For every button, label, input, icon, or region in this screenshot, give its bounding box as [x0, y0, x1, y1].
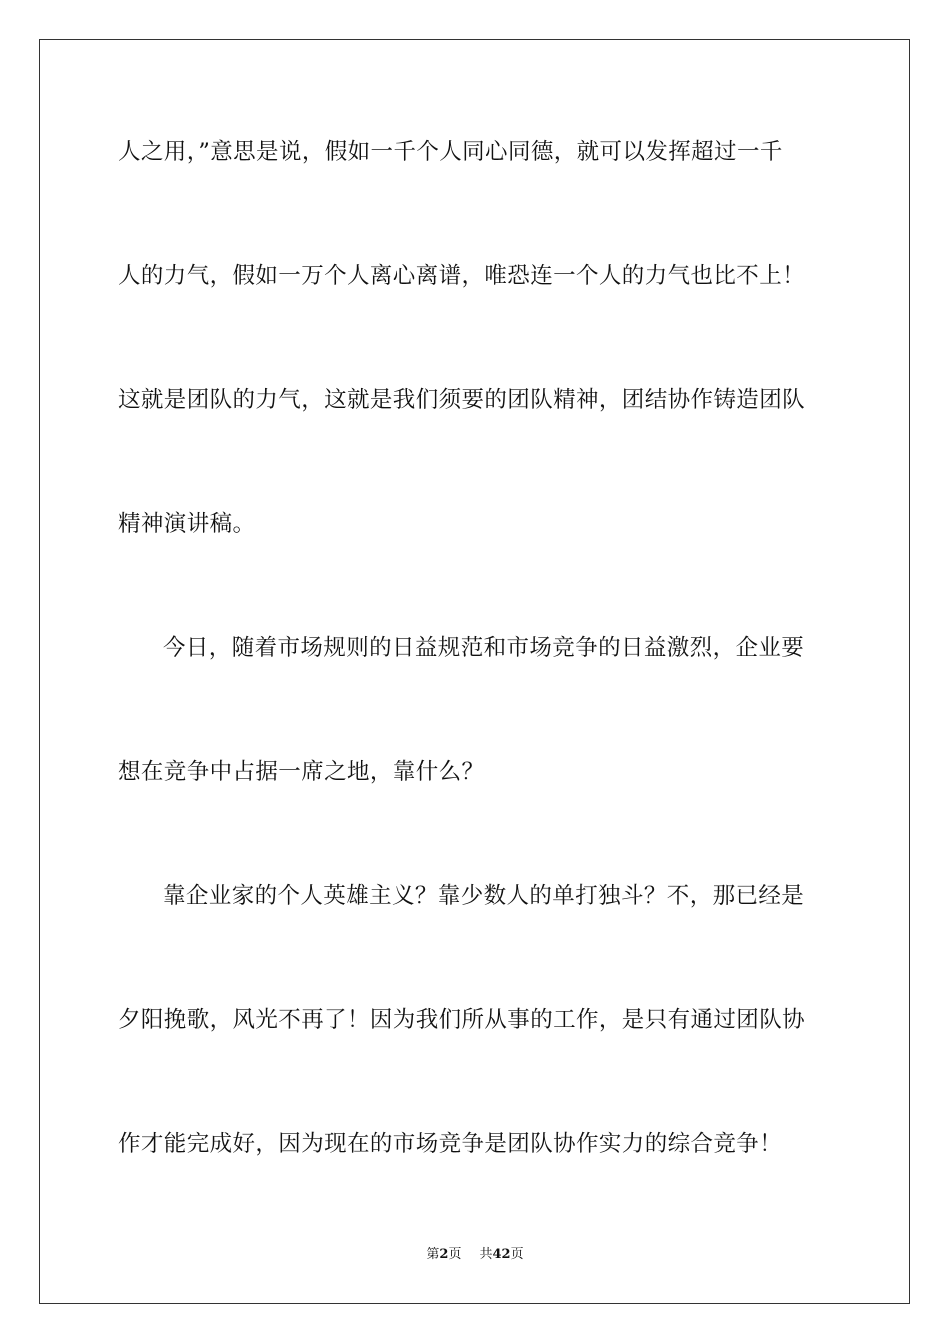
total-suffix: 页 [510, 1247, 524, 1262]
page-number: 2 [439, 1247, 449, 1262]
text-line: 作才能完成好，因为现在的市场竞争是团队协作实力的综合竞争！ [118, 1131, 783, 1157]
text-line: 人之用，”意思是说，假如一千个人同心同德，就可以发挥超过一千 [118, 139, 783, 165]
text-line: 这就是团队的力气，这就是我们须要的团队精神，团结协作铸造团队 [118, 387, 806, 413]
page-border [39, 39, 910, 1304]
total-pages: 42 [492, 1247, 511, 1262]
text-line: 夕阳挽歌，风光不再了！因为我们所从事的工作，是只有通过团队协 [118, 1007, 806, 1033]
text-line: 想在竞争中占据一席之地，靠什么？ [118, 759, 485, 785]
text-line: 精神演讲稿。 [118, 511, 256, 537]
paragraph-first-line: 靠企业家的个人英雄主义？靠少数人的单打独斗？不，那已经是 [163, 883, 805, 909]
total-prefix: 共 [479, 1247, 493, 1262]
page-footer [0, 1246, 950, 1264]
page-prefix: 第 [426, 1247, 440, 1262]
page-suffix: 页 [448, 1247, 462, 1262]
text-line: 人的力气，假如一万个人离心离谱，唯恐连一个人的力气也比不上！ [118, 263, 806, 289]
paragraph-first-line: 今日，随着市场规则的日益规范和市场竞争的日益激烈，企业要 [163, 635, 805, 661]
